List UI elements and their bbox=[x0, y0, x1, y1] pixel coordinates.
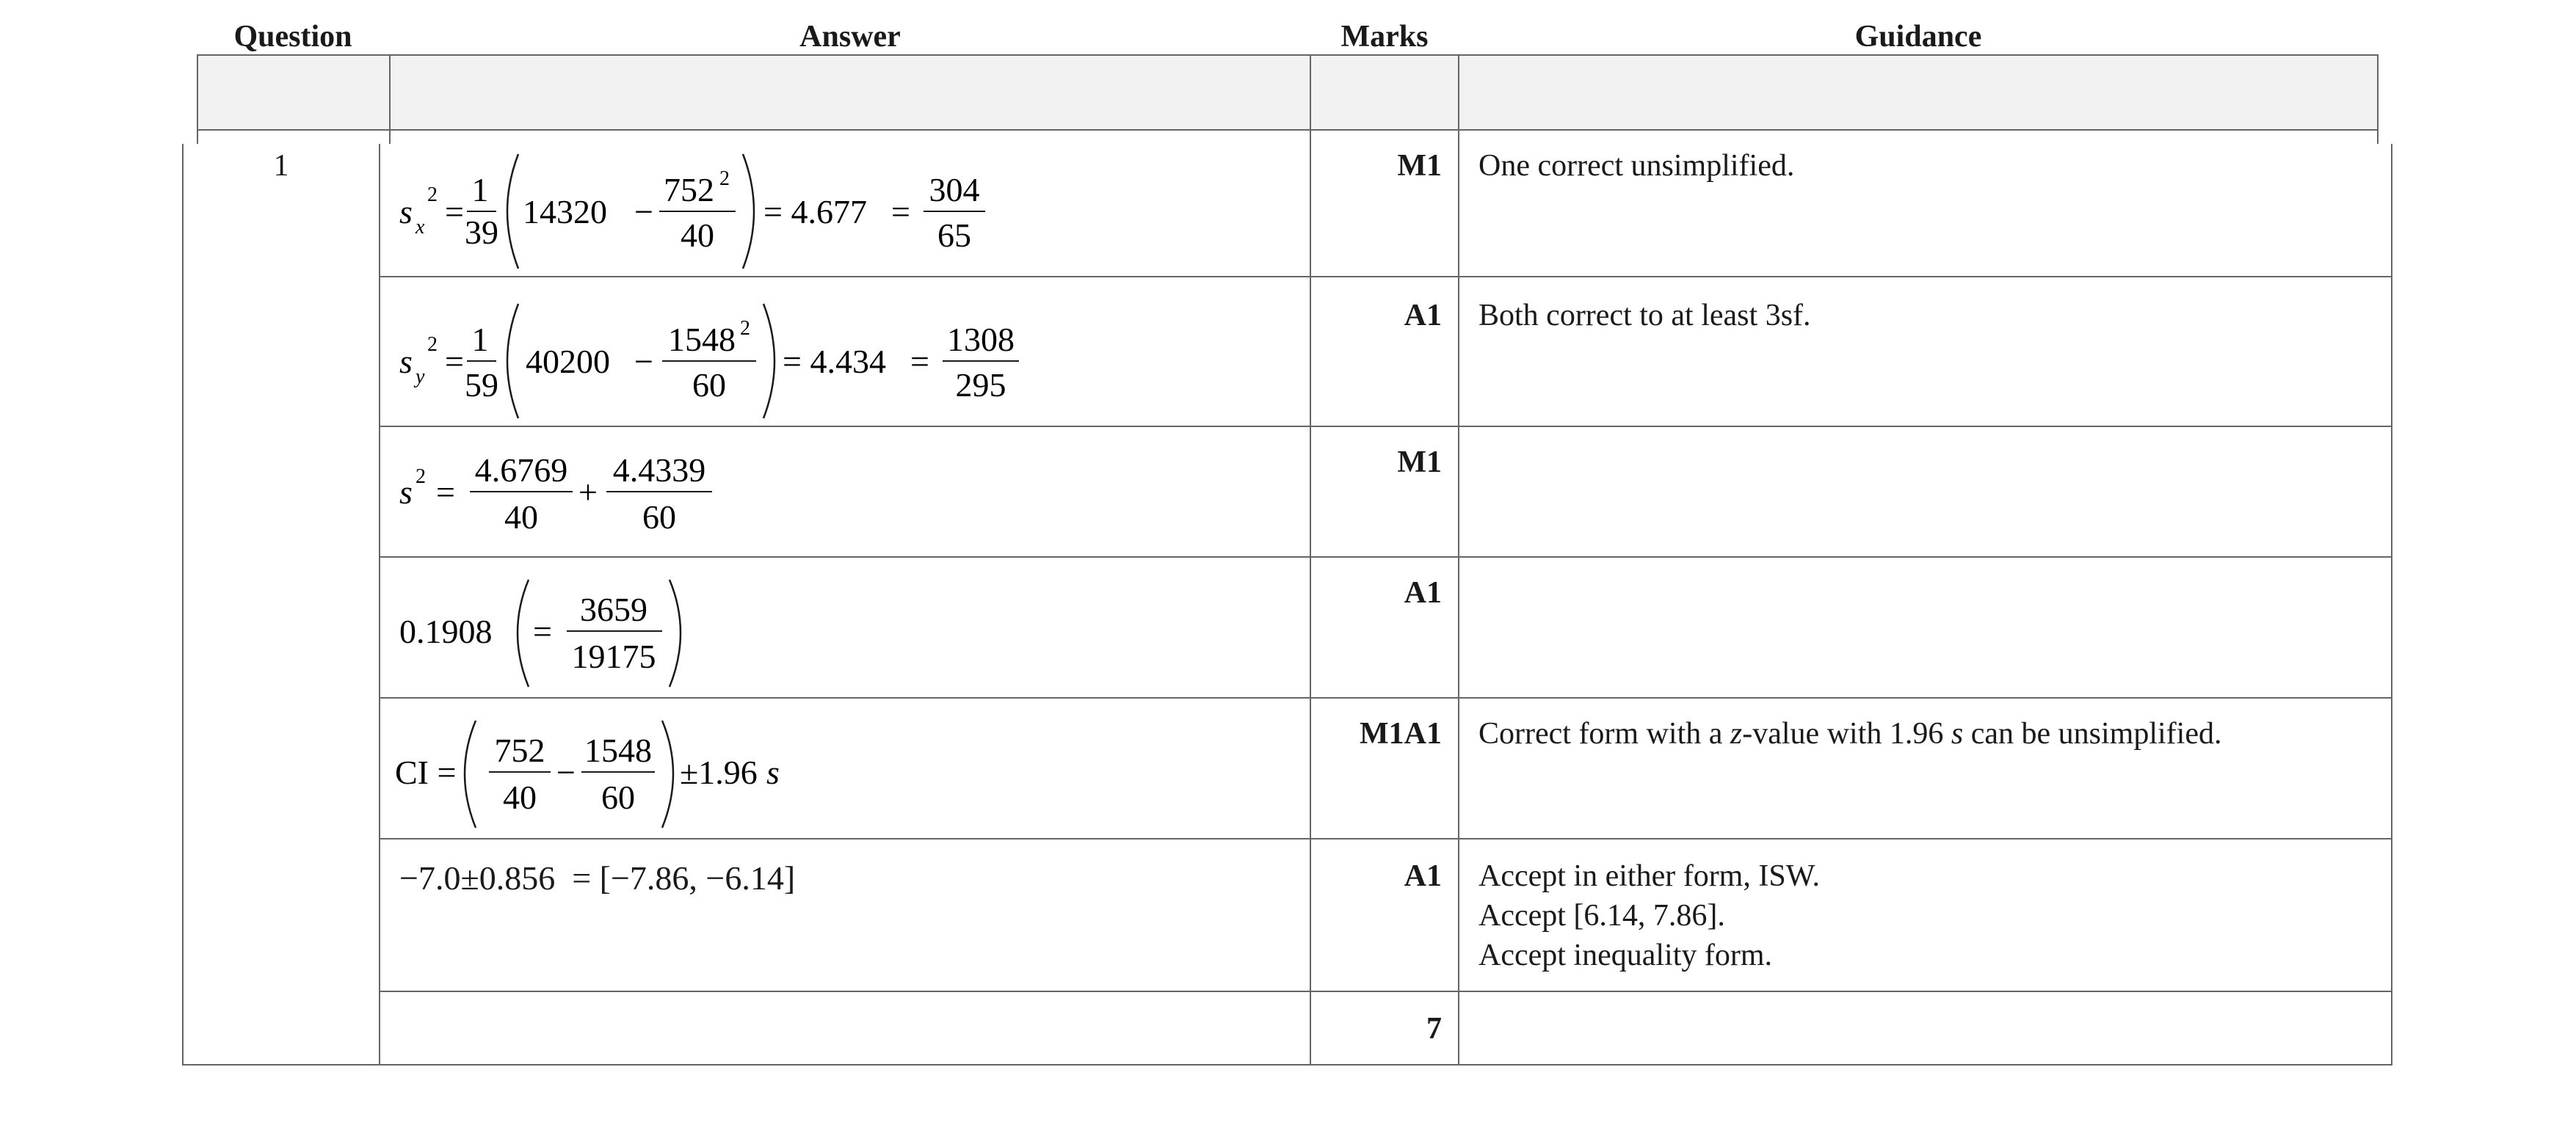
header-border bbox=[2377, 54, 2379, 144]
svg-text:39: 39 bbox=[465, 214, 498, 251]
marks-row-3: M1 bbox=[1397, 445, 1442, 479]
svg-text:60: 60 bbox=[692, 366, 726, 404]
svg-text:s: s bbox=[399, 193, 413, 230]
answer-combined-variance bbox=[393, 437, 834, 563]
svg-text:1548: 1548 bbox=[668, 321, 736, 358]
answer-interval-result: −7.0±0.856 = [−7.86, −6.14] bbox=[399, 859, 796, 897]
svg-text:60: 60 bbox=[642, 498, 676, 536]
svg-text:40200: 40200 bbox=[526, 343, 610, 380]
svg-text:2: 2 bbox=[427, 183, 438, 206]
header-border bbox=[197, 54, 198, 144]
svg-text:=: = bbox=[891, 193, 910, 230]
svg-text:=: = bbox=[436, 473, 455, 511]
svg-text:=: = bbox=[445, 193, 464, 230]
table-border-left bbox=[182, 144, 184, 1064]
svg-text:= 4.677: = 4.677 bbox=[763, 193, 867, 230]
svg-text:±1.96: ±1.96 bbox=[680, 754, 758, 791]
guidance-row-1 bbox=[1479, 147, 1794, 186]
header-divider bbox=[1310, 54, 1311, 129]
marks-row-6: A1 bbox=[1404, 859, 1442, 893]
svg-text:= 4.434: = 4.434 bbox=[783, 343, 886, 380]
table-divider bbox=[379, 144, 380, 1064]
svg-text:3659: 3659 bbox=[580, 591, 647, 628]
svg-text:2: 2 bbox=[416, 465, 426, 488]
table-border-right bbox=[2391, 144, 2392, 1064]
svg-text:1: 1 bbox=[471, 171, 489, 208]
svg-text:2: 2 bbox=[719, 167, 730, 190]
svg-text:s: s bbox=[399, 473, 413, 511]
guidance-row-6 bbox=[1479, 857, 1820, 975]
svg-text:40: 40 bbox=[681, 216, 714, 254]
svg-text:x: x bbox=[416, 216, 425, 238]
answer-confidence-interval bbox=[393, 710, 907, 843]
answer-variance-x bbox=[393, 144, 1164, 284]
header-question: Question bbox=[233, 20, 352, 54]
guidance-line: Both correct to at least 3sf. bbox=[1479, 299, 1811, 332]
svg-text:752: 752 bbox=[664, 171, 714, 208]
svg-text:2: 2 bbox=[740, 317, 750, 340]
header-divider bbox=[389, 54, 391, 144]
answer-combined-value bbox=[393, 569, 834, 702]
question-number: 1 bbox=[273, 149, 289, 183]
header-marks: Marks bbox=[1340, 20, 1429, 54]
svg-text:s: s bbox=[399, 343, 413, 380]
header-answer: Answer bbox=[799, 20, 901, 54]
svg-text:59: 59 bbox=[465, 366, 498, 404]
svg-text:s: s bbox=[766, 754, 780, 791]
svg-text:1548: 1548 bbox=[584, 732, 652, 769]
marks-row-4: A1 bbox=[1404, 576, 1442, 610]
guidance-row-5 bbox=[1479, 715, 2221, 754]
svg-text:=: = bbox=[910, 343, 929, 380]
svg-text:752: 752 bbox=[494, 732, 545, 769]
guidance-line: One correct unsimplified. bbox=[1479, 149, 1795, 183]
svg-text:295: 295 bbox=[955, 366, 1006, 404]
svg-text:0.1908: 0.1908 bbox=[399, 613, 493, 650]
guidance-row-2 bbox=[1479, 296, 1811, 335]
svg-text:4.6769: 4.6769 bbox=[474, 451, 568, 489]
svg-text:60: 60 bbox=[601, 779, 635, 816]
guidance-line: Accept inequality form. bbox=[1479, 938, 1773, 972]
row-divider bbox=[379, 991, 2392, 992]
svg-text:=: = bbox=[533, 613, 552, 650]
svg-text:−: − bbox=[634, 343, 653, 380]
table-divider bbox=[1458, 129, 1459, 1064]
svg-text:19175: 19175 bbox=[571, 638, 656, 675]
header-divider bbox=[1458, 54, 1459, 129]
header-guidance: Guidance bbox=[1854, 20, 1982, 54]
svg-text:14320: 14320 bbox=[523, 193, 607, 230]
answer-variance-y bbox=[393, 294, 1164, 434]
svg-text:1: 1 bbox=[471, 321, 489, 358]
svg-text:−: − bbox=[556, 754, 576, 791]
svg-text:304: 304 bbox=[929, 171, 980, 208]
marks-row-2: A1 bbox=[1404, 299, 1442, 332]
marks-total: 7 bbox=[1426, 1012, 1442, 1046]
svg-text:y: y bbox=[416, 365, 425, 388]
svg-text:=: = bbox=[445, 343, 464, 380]
svg-text:+: + bbox=[578, 473, 598, 511]
svg-text:1308: 1308 bbox=[947, 321, 1015, 358]
marks-row-1: M1 bbox=[1397, 149, 1442, 183]
svg-text:CI =: CI = bbox=[395, 754, 457, 791]
svg-text:4.4339: 4.4339 bbox=[612, 451, 706, 489]
guidance-line: Accept in either form, ISW. bbox=[1479, 859, 1820, 893]
marks-row-5: M1A1 bbox=[1360, 717, 1442, 751]
guidance-line: Accept [6.14, 7.86]. bbox=[1479, 898, 1725, 933]
svg-text:−: − bbox=[634, 193, 653, 230]
svg-text:2: 2 bbox=[427, 333, 438, 356]
svg-text:40: 40 bbox=[504, 498, 538, 536]
table-border-bottom bbox=[182, 1064, 2392, 1065]
guidance-line: Correct form with a z-value with 1.96 s can be unsimplified. bbox=[1479, 717, 2222, 751]
svg-text:40: 40 bbox=[503, 779, 537, 816]
svg-text:65: 65 bbox=[937, 216, 971, 254]
